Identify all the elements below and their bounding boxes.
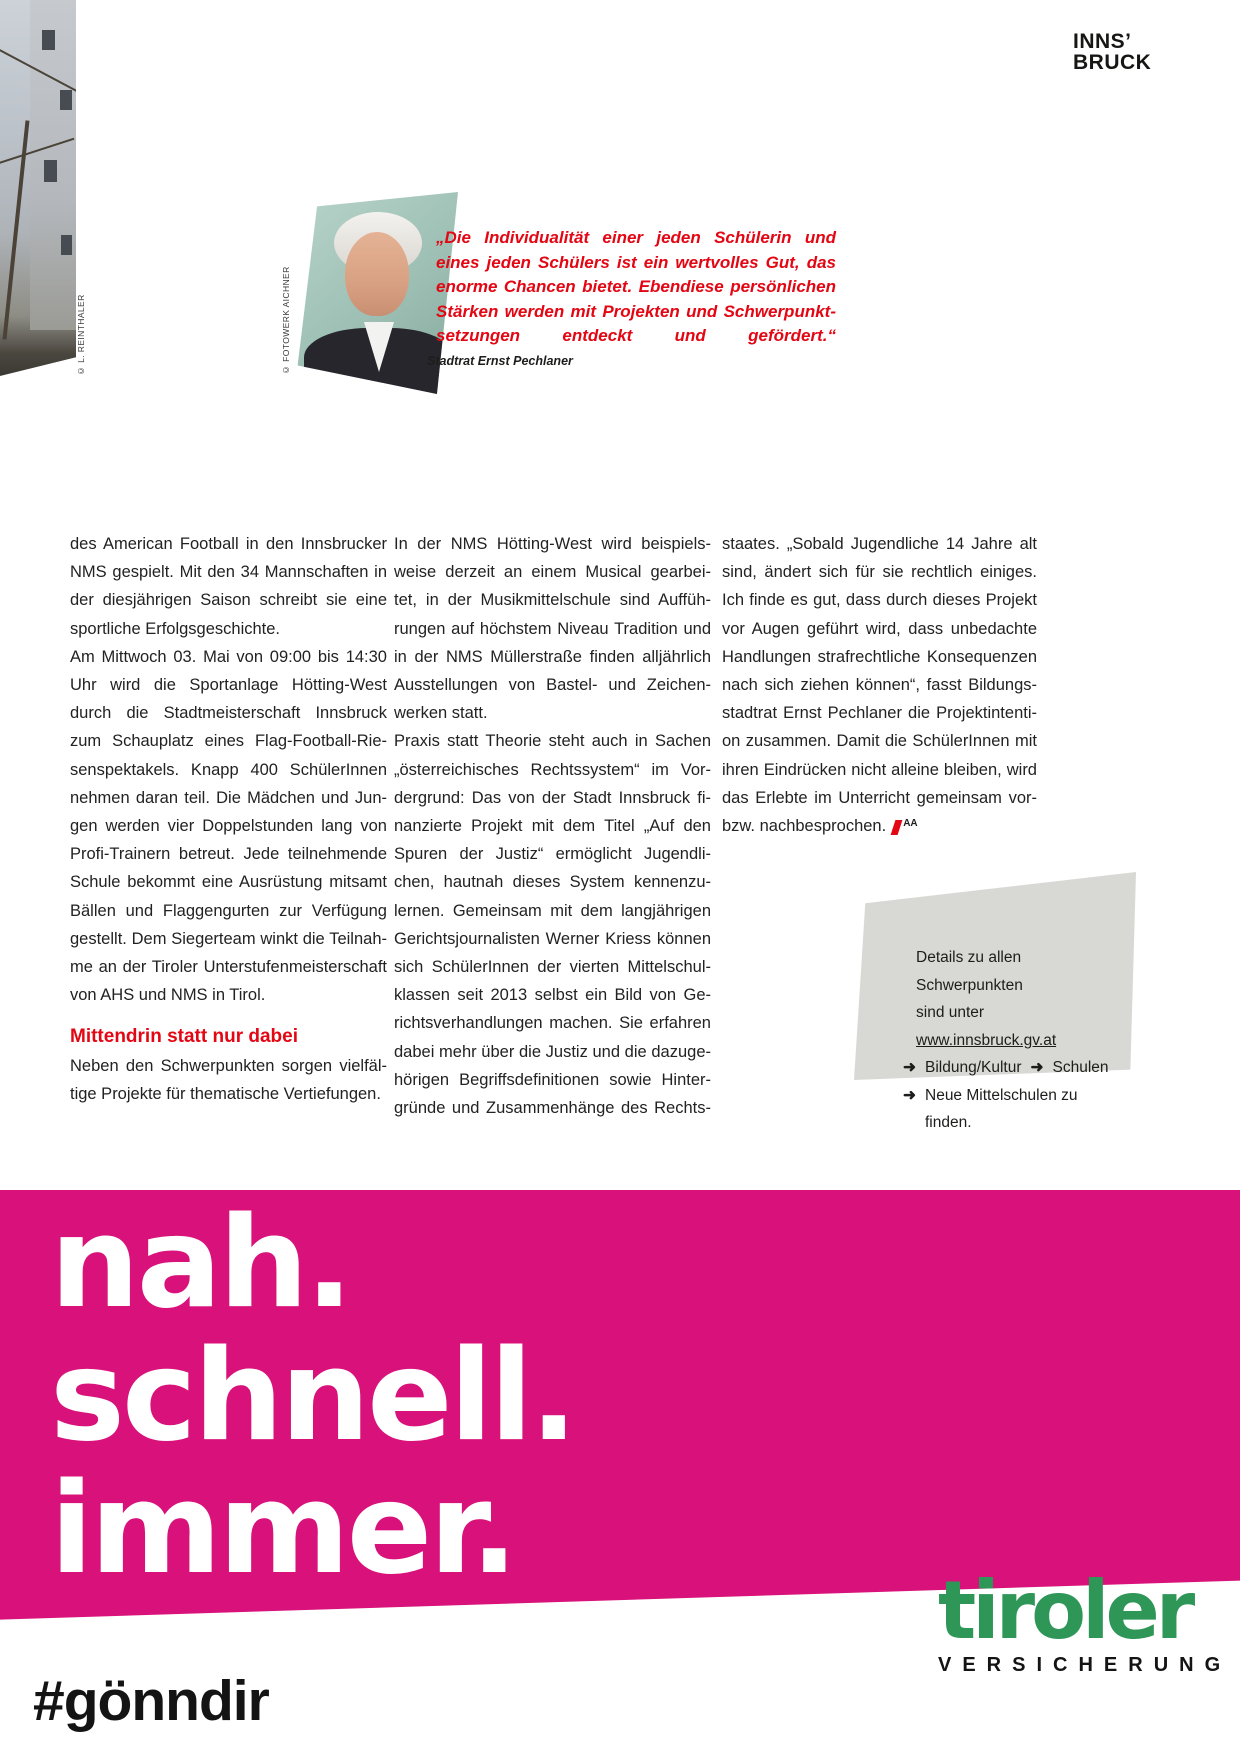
text-line: vor Augen geführt wird, dass unbedachte (722, 619, 1037, 638)
text-line: „österreichisches Rechtssystem“ im Vor- (394, 760, 711, 779)
tiroler-versicherung-logo (938, 1564, 1238, 1677)
text-line: tet, in der Musikmittelschule sind Auffüh- (394, 591, 711, 610)
quote-line: „Die Individualität einer jeden Schülerin und (436, 228, 836, 247)
text-line: von AHS und NMS in Tirol. (70, 986, 266, 1005)
details-box-text (903, 944, 1128, 1137)
text-line: lernen. Gemeinsam mit dem langjährigen (394, 901, 711, 920)
ad-slogan-word: immer. (50, 1455, 516, 1602)
text-line: ihren Eindrücken nicht alleine bleiben, wird (722, 760, 1037, 779)
innsbruck-logo-line2: BRUCK (1073, 51, 1152, 74)
text-line: das Erlebte im Unterricht gemeinsam vor- (722, 788, 1037, 807)
text-line: nach sich ziehen können“, fasst Bildungs- (722, 676, 1037, 695)
text-line: in der NMS Müllerstraße finden alljährlich (394, 647, 711, 666)
arrow-right-icon: ➜ (903, 1059, 916, 1076)
article-column-1 (70, 530, 387, 1108)
tree-trunk (3, 120, 30, 339)
text-line: Schule bekommt eine Ausrüstung mitsamt (70, 873, 387, 892)
window (42, 30, 55, 50)
text-line: Uhr wird die Sportanlage Hötting-West (70, 676, 387, 695)
photo-credit-portrait: © FOTOWERK AICHNER (281, 266, 291, 375)
quote-line: setzungen entdeckt und gefördert.“ (436, 326, 836, 346)
text-line: sich SchülerInnen der vierten Mittelschul- (394, 958, 711, 977)
author-initials: AA (903, 818, 918, 830)
window (60, 90, 72, 110)
details-nav-bildung-kultur: Bildung/Kultur (925, 1059, 1022, 1076)
text-line: nehmen daran teil. Die Mädchen und Jun- (70, 788, 387, 807)
text-line: Ich finde es gut, dass durch dieses Projekt (722, 591, 1037, 610)
text-line: tige Projekte für thematische Vertiefungen. (70, 1084, 381, 1103)
article-end-mark-icon (891, 820, 903, 835)
article-column-2 (394, 530, 711, 1122)
text-line: klassen seit 2013 selbst ein Bild von Ge- (394, 986, 711, 1005)
building-photo (0, 0, 76, 376)
quote-line: eines jeden Schülers ist ein wertvolles Gut, das (436, 252, 836, 272)
window (61, 235, 72, 255)
details-nav-row-2 (903, 1082, 1128, 1137)
article-column-3-lines (722, 530, 1037, 812)
text-line: Ausstellungen von Bastel- und Zeichen- (394, 676, 711, 695)
text-line: stadtrat Ernst Pechlaner die Projektintenti- (722, 704, 1037, 723)
details-nav-neue-mittelschulen: Neue Mittelschulen zu finden. (925, 1086, 1078, 1131)
article-last-line (722, 812, 1037, 843)
text-line: weise derzeit an einem Musical gearbei- (394, 563, 711, 582)
text-line: gestellt. Dem Siegerteam winkt die Teilnah- (70, 929, 387, 948)
details-line1: Details zu allen Schwerpunkten (916, 949, 1023, 994)
article-column-3 (722, 530, 1037, 843)
text-line: Handlungen strafrechtliche Konsequenzen (722, 647, 1037, 666)
ad-slogan (50, 1189, 575, 1602)
pull-quote (436, 226, 836, 349)
text-line: Mittendrin statt nur dabei (70, 1026, 298, 1048)
text-line: Neben den Schwerpunkten sorgen vielfäl- (70, 1056, 387, 1075)
text-line: hörigen Begriffsdefinitionen sowie Hinter- (394, 1070, 711, 1089)
text-line: des American Football in den Innsbrucker (70, 535, 387, 553)
text-line: staates. „Sobald Jugendliche 14 Jahre alt (722, 535, 1037, 553)
text-line: Spuren der Justiz“ ermöglicht Jugendli- (394, 845, 711, 864)
arrow-right-icon: ➜ (903, 1086, 916, 1104)
text-line: chen, hautnah dieses System kennenzu- (394, 873, 711, 892)
ad-slogan-word: schnell. (50, 1322, 575, 1469)
tiroler-logo-subline: VERSICHERUNG (938, 1654, 1232, 1676)
text-line: rungen auf höchstem Niveau Tradition und (394, 619, 711, 638)
details-line2 (903, 999, 1128, 1054)
text-line: Bällen und Flaggengurten zur Verfügung (70, 901, 387, 920)
text-line: me an der Tiroler Unterstufenmeisterschaft (70, 958, 387, 977)
text-line: on zusammen. Damit die SchülerInnen mit (722, 732, 1037, 751)
photo-credit-left: © L. REINTHALER (76, 294, 86, 376)
text-line: senspektakels. Knapp 400 SchülerInnen (70, 760, 387, 779)
text-line: gen werden vier Doppelstunden lang von (70, 817, 387, 836)
ad-slogan-word: nah. (50, 1189, 351, 1336)
innsbruck-website-link[interactable]: www.innsbruck.gv.at (916, 1031, 1057, 1049)
text-line: durch die Stadtmeisterschaft Innsbruck (70, 704, 387, 723)
text-line: dergrund: Das von der Stadt Innsbruck fi- (394, 788, 711, 807)
quote-line: Stärken werden mit Projekten und Schwerpunkt- (436, 301, 836, 321)
text-line: dabei mehr über die Justiz und die dazuge- (394, 1042, 711, 1061)
text-line: sportliche Erfolgsgeschichte. (70, 619, 281, 638)
quote-attribution: Stadtrat Ernst Pechlaner (427, 354, 573, 368)
text-line: Am Mittwoch 03. Mai von 09:00 bis 14:30 (70, 647, 387, 666)
text-line: Praxis statt Theorie steht auch in Sachen (394, 732, 711, 751)
text-line: der diesjährigen Saison schreibt sie eine (70, 591, 387, 610)
text-line: richtsverhandlungen machen. Sie erfahren (394, 1014, 711, 1033)
details-nav-row-1 (903, 1054, 1128, 1082)
text-line: gründe und Zusammenhänge des Rechts- (394, 1099, 711, 1118)
innsbruck-logo-line1: INNS’ (1073, 30, 1132, 53)
text-line: NMS gespielt. Mit den 34 Mannschaften in (70, 563, 387, 582)
innsbruck-logo (1073, 31, 1151, 73)
text-line: nanzierte Projekt mit dem Titel „Auf den (394, 817, 711, 836)
tiroler-logo-wordmark: tiroler (938, 1564, 1192, 1657)
text-line: sind, ändert sich für sie rechtlich einiges. (722, 563, 1037, 582)
arrow-right-icon: ➜ (1030, 1059, 1044, 1076)
text-line: zum Schauplatz eines Flag-Football-Rie- (70, 732, 387, 751)
text-line: In der NMS Hötting-West wird beispiels- (394, 535, 711, 553)
portrait-face (345, 232, 409, 316)
window (44, 160, 57, 182)
text-line: Gerichtsjournalisten Werner Kriess können (394, 929, 711, 948)
details-line2-prefix: sind unter (916, 1004, 985, 1021)
details-nav-schulen: Schulen (1052, 1059, 1109, 1076)
quote-line: enorme Chancen bietet. Ebendiese persönlichen (436, 277, 836, 297)
ad-hashtag: #gönndir (33, 1669, 269, 1733)
text-line: werken statt. (394, 704, 488, 723)
article-last-text: bzw. nachbesprochen. (722, 817, 887, 836)
text-line: Profi-Trainern betreut. Jede teilnehmende (70, 845, 387, 864)
